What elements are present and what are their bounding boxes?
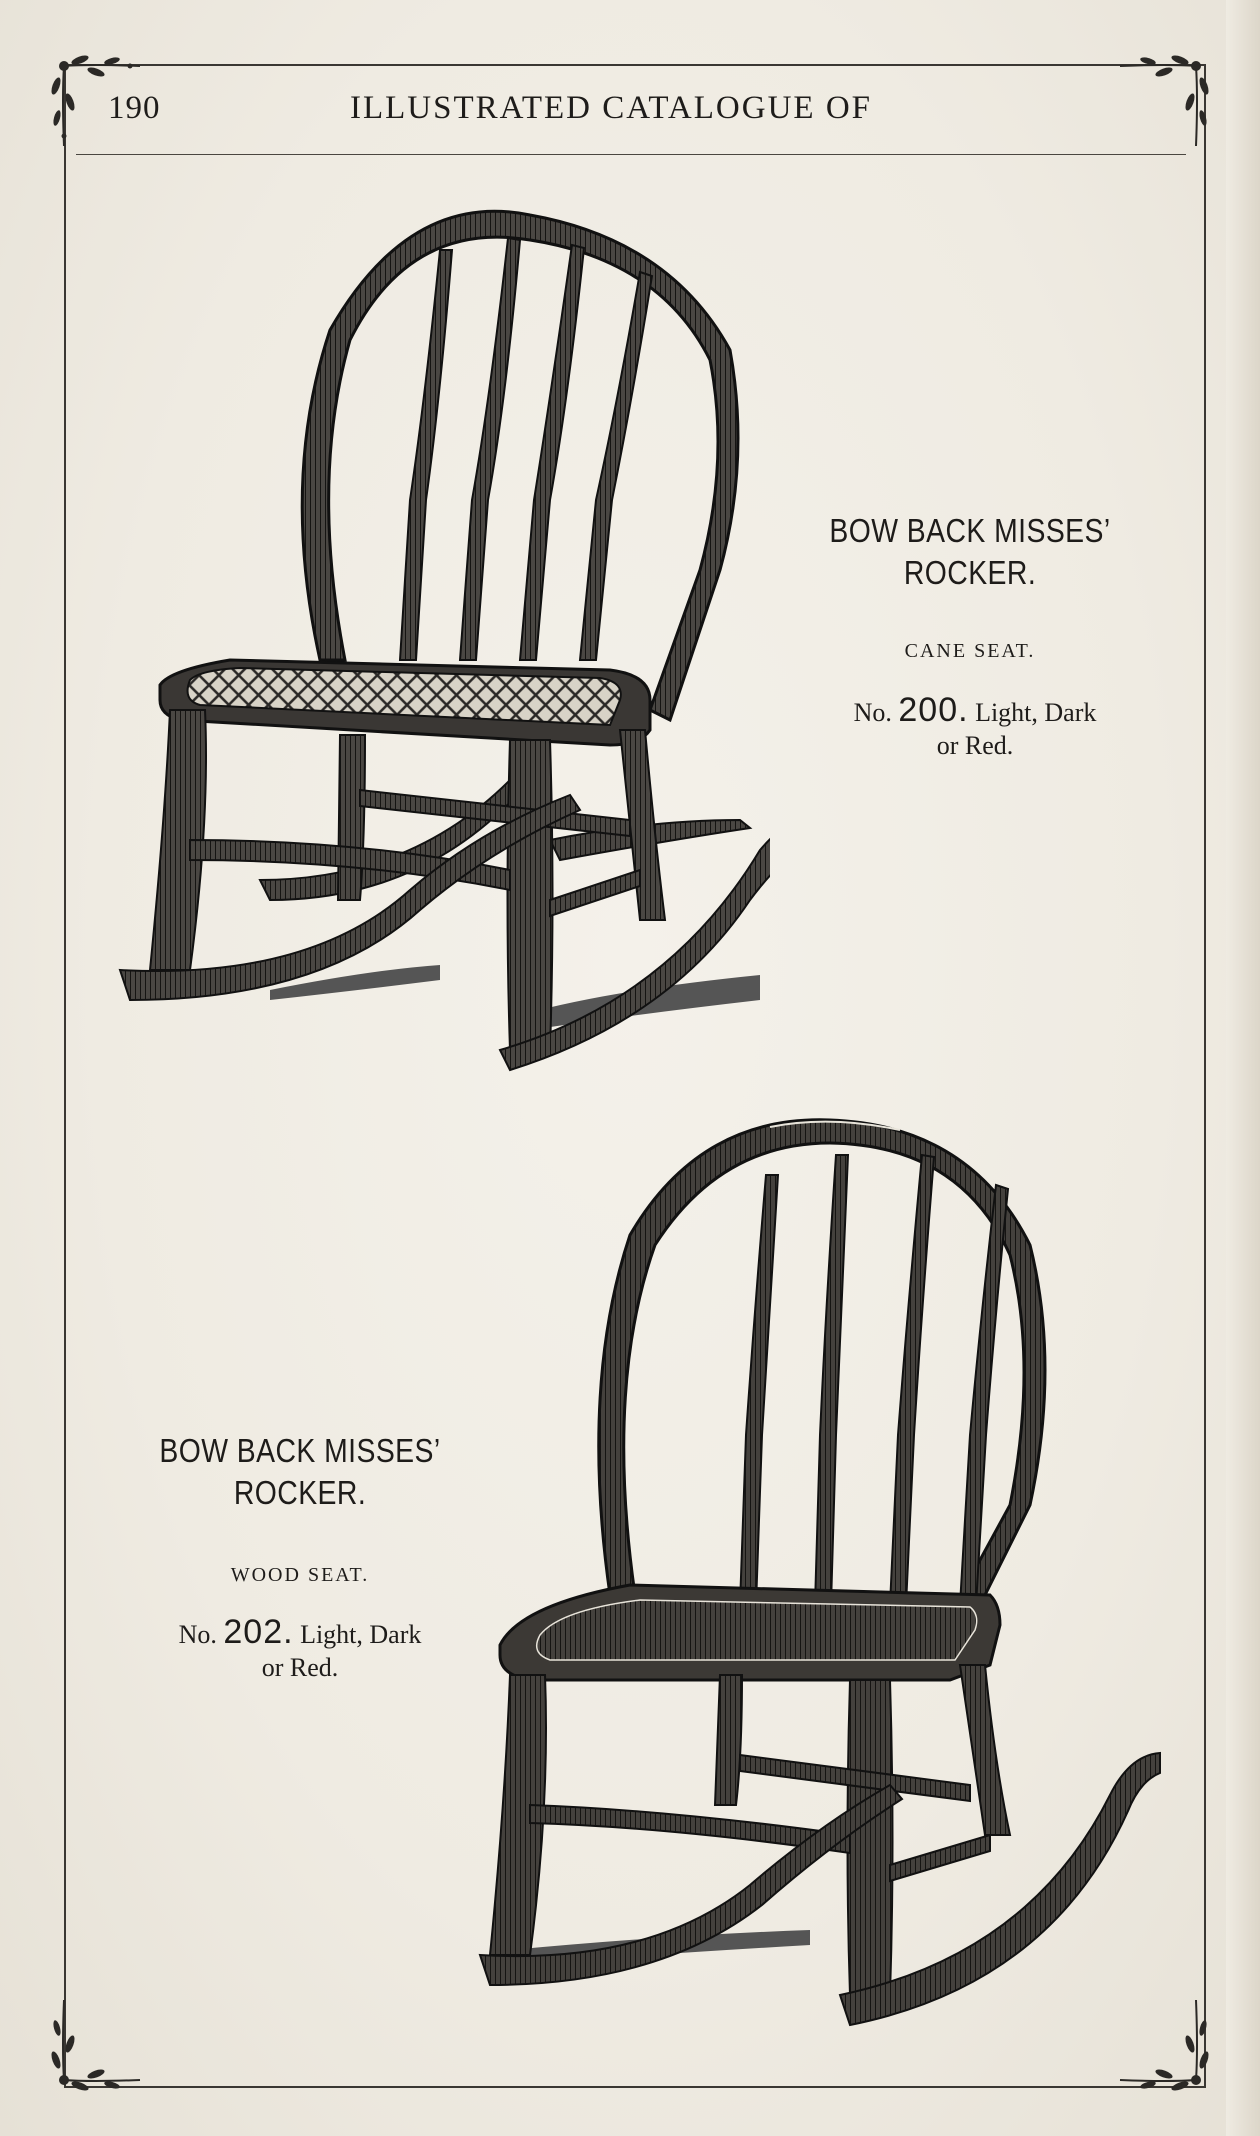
wood-rocker-illustration <box>470 1105 1170 2035</box>
cane-rocker-illustration <box>110 200 770 1080</box>
running-head: ILLUSTRATED CATALOGUE OF <box>350 90 873 126</box>
item-finish: or Red. <box>936 731 1014 760</box>
item-number-block <box>740 691 1210 762</box>
page-spine-shadow <box>1226 0 1260 2136</box>
item-title <box>119 1430 480 1514</box>
leaf-ornament-icon <box>1110 36 1230 156</box>
item-finish: Light, Dark <box>300 1620 422 1649</box>
item-title-line: ROCKER. <box>903 554 1037 591</box>
frame-right-rule <box>1204 64 1206 2088</box>
item-seat: CANE SEAT. <box>904 640 1036 662</box>
item-number: 200. <box>898 691 969 729</box>
item-number-block <box>90 1613 510 1684</box>
item-number-prefix: No. <box>853 698 892 727</box>
item-title-line: BOW BACK MISSES’ <box>829 512 1111 549</box>
item-finish: Light, Dark <box>975 698 1097 727</box>
item-finish: or Red. <box>261 1653 339 1682</box>
frame-top-rule <box>64 64 1204 66</box>
item-seat: WOOD SEAT. <box>230 1564 370 1586</box>
leaf-ornament-icon <box>30 1990 150 2110</box>
item-number-prefix: No. <box>178 1620 217 1649</box>
item-title <box>772 510 1168 594</box>
frame-left-rule <box>64 64 66 2088</box>
frame-bottom-rule <box>64 2086 1204 2088</box>
item-title-line: BOW BACK MISSES’ <box>159 1432 441 1469</box>
item-title-line: ROCKER. <box>233 1474 367 1511</box>
item-number: 202. <box>223 1613 294 1651</box>
page-number: 190 <box>108 90 161 126</box>
header-rule <box>76 154 1186 155</box>
